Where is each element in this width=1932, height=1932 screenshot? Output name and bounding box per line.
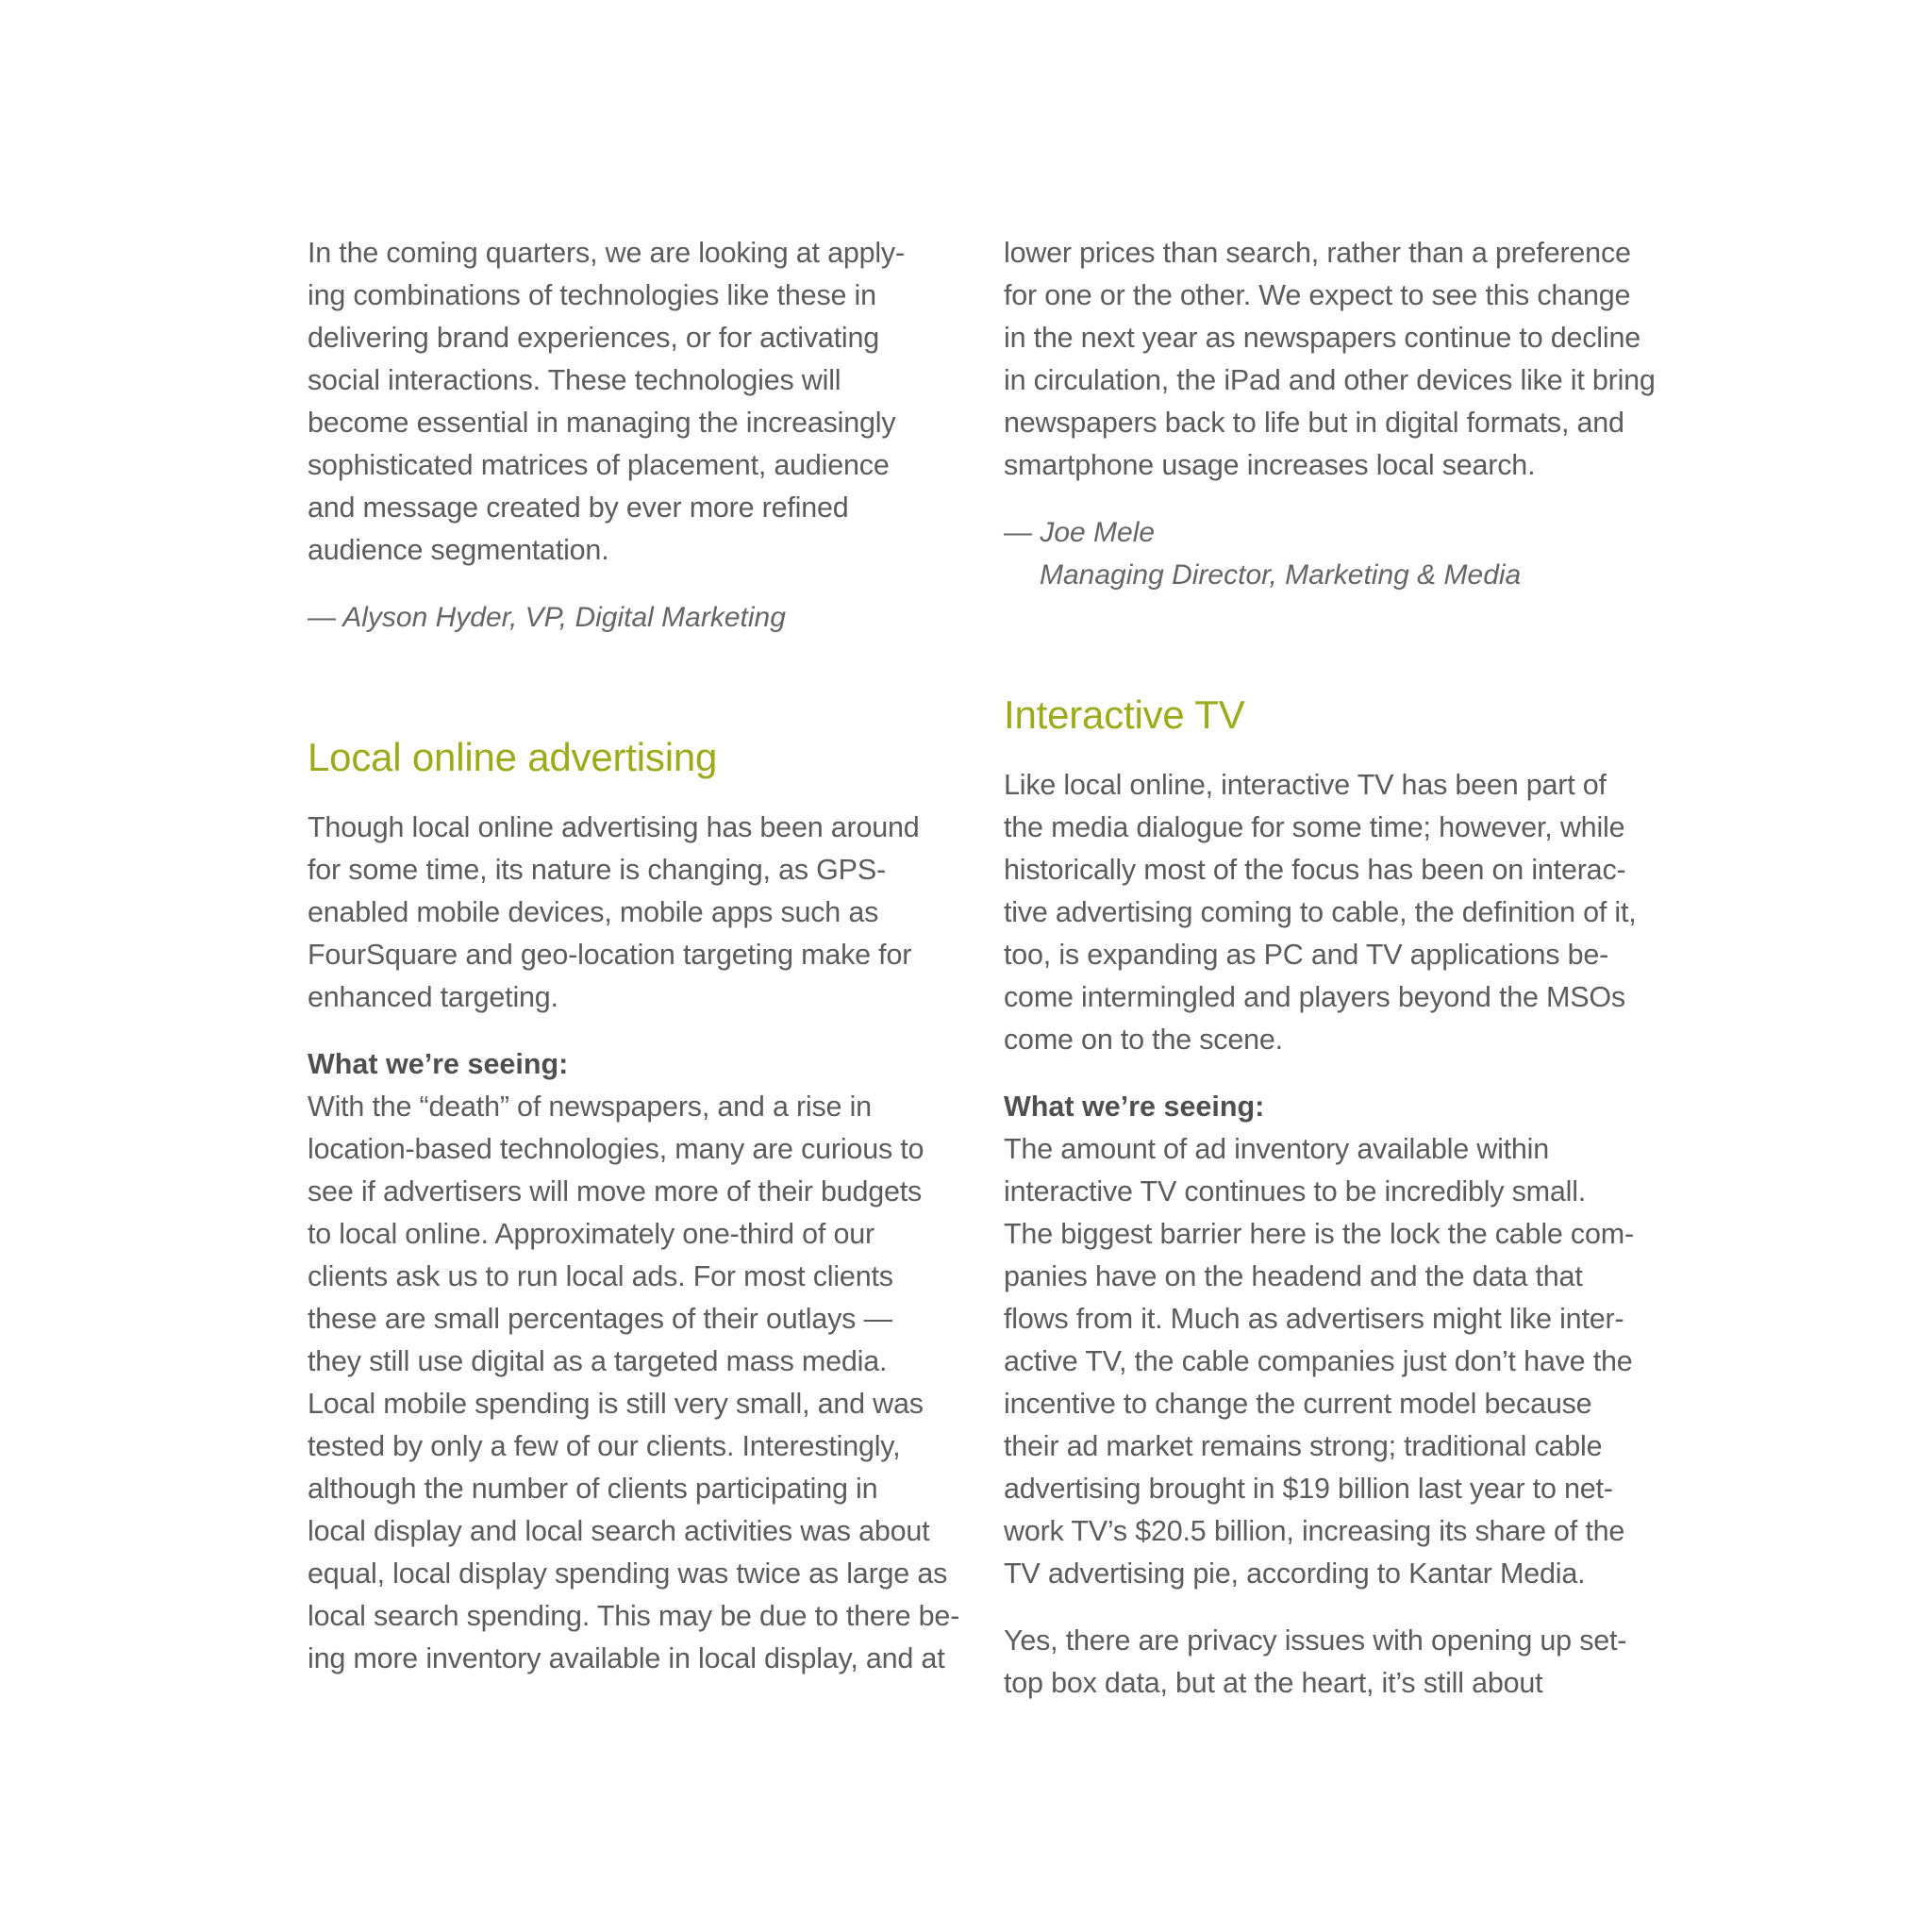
text-line: lower prices than search, rather than a preference (1004, 237, 1631, 269)
text-line: Though local online advertising has been around (308, 811, 920, 843)
section-intro-paragraph (308, 807, 958, 1019)
text-line: flows from it. Much as advertisers might like inter- (1004, 1303, 1624, 1335)
quote-attribution (308, 596, 958, 639)
text-line: Like local online, interactive TV has been part of (1004, 769, 1607, 801)
quote-attribution (1004, 511, 1655, 596)
text-line: With the “death” of newspapers, and a rise in (308, 1091, 872, 1123)
text-line: in circulation, the iPad and other devices like it bring (1004, 364, 1656, 396)
text-line: clients ask us to run local ads. For most clients (308, 1260, 893, 1292)
text-line: work TV’s $20.5 billion, increasing its share of the (1004, 1515, 1625, 1547)
text-line: tive advertising coming to cable, the definition of it, (1004, 896, 1637, 928)
section-heading-interactive-tv: Interactive TV (1004, 692, 1245, 737)
text-line: location-based technologies, many are curious to (308, 1133, 924, 1165)
text-line: to local online. Approximately one-third of our (308, 1218, 874, 1250)
intro-paragraph (308, 232, 958, 572)
attribution-name: — Joe Mele (1004, 517, 1156, 548)
text-line: for one or the other. We expect to see this change (1004, 279, 1631, 311)
text-line: see if advertisers will move more of their budgets (308, 1175, 923, 1208)
text-line: they still use digital as a targeted mass media. (308, 1345, 888, 1377)
text-line: advertising brought in $19 billion last year to net- (1004, 1473, 1613, 1505)
text-line: equal, local display spending was twice as large as (308, 1557, 948, 1590)
text-line: these are small percentages of their outlays — (308, 1303, 892, 1335)
text-line: their ad market remains strong; traditional cable (1004, 1430, 1603, 1462)
right-column (1004, 232, 1655, 1705)
seeing-paragraph (308, 1086, 958, 1680)
text-line: enhanced targeting. (308, 981, 558, 1013)
text-line: and message created by ever more refined (308, 491, 849, 524)
text-line: come on to the scene. (1004, 1024, 1283, 1056)
text-line: local search spending. This may be due to there be- (308, 1600, 960, 1632)
text-line: historically most of the focus has been on interac- (1004, 854, 1626, 886)
text-line: delivering brand experiences, or for activating (308, 322, 880, 354)
text-line: sophisticated matrices of placement, audience (308, 449, 890, 481)
left-column (308, 232, 958, 1680)
text-line: newspapers back to life but in digital formats, and (1004, 407, 1624, 439)
attribution-title: Managing Director, Marketing & Media (1040, 559, 1522, 591)
attribution-text: — Alyson Hyder, VP, Digital Marketing (308, 602, 786, 633)
text-line: Local mobile spending is still very small, and was (308, 1388, 924, 1420)
text-line: tested by only a few of our clients. Interestingly, (308, 1430, 901, 1462)
text-line: TV advertising pie, according to Kantar Media. (1004, 1557, 1586, 1590)
text-line: smartphone usage increases local search. (1004, 449, 1536, 481)
subhead-what-were-seeing: What we’re seeing: (1004, 1091, 1265, 1123)
text-line: The biggest barrier here is the lock the cable com- (1004, 1218, 1634, 1250)
text-line: interactive TV continues to be incredibly small. (1004, 1175, 1587, 1208)
text-line: social interactions. These technologies will (308, 364, 841, 396)
text-line: panies have on the headend and the data that (1004, 1260, 1583, 1292)
text-line: too, is expanding as PC and TV applications be- (1004, 939, 1609, 971)
text-line: in the next year as newspapers continue to decline (1004, 322, 1641, 354)
seeing-paragraph (1004, 1128, 1655, 1595)
text-line: The amount of ad inventory available within (1004, 1133, 1550, 1165)
text-line: come intermingled and players beyond the MSOs (1004, 981, 1625, 1013)
section-heading-local-online: Local online advertising (308, 735, 718, 779)
text-line: top box data, but at the heart, it’s still about (1004, 1667, 1543, 1699)
text-line: become essential in managing the increasingly (308, 407, 896, 439)
text-line: audience segmentation. (308, 534, 609, 566)
text-line: ing combinations of technologies like these in (308, 279, 876, 311)
text-line: In the coming quarters, we are looking at apply- (308, 237, 905, 269)
text-line: incentive to change the current model because (1004, 1388, 1592, 1420)
continued-paragraph (1004, 232, 1655, 487)
text-line: ing more inventory available in local display, and at (308, 1642, 945, 1674)
text-line: active TV, the cable companies just don’t have the (1004, 1345, 1633, 1377)
text-line: although the number of clients participating in (308, 1473, 878, 1505)
subhead-what-were-seeing: What we’re seeing: (308, 1048, 569, 1080)
text-line: FourSquare and geo-location targeting make for (308, 939, 912, 971)
text-line: the media dialogue for some time; however, while (1004, 811, 1625, 843)
section-intro-paragraph (1004, 764, 1655, 1061)
text-line: Yes, there are privacy issues with opening up set- (1004, 1624, 1627, 1657)
text-line: enabled mobile devices, mobile apps such as (308, 896, 879, 928)
closing-paragraph (1004, 1620, 1655, 1705)
text-line: local display and local search activities was about (308, 1515, 930, 1547)
text-line: for some time, its nature is changing, as GPS- (308, 854, 886, 886)
